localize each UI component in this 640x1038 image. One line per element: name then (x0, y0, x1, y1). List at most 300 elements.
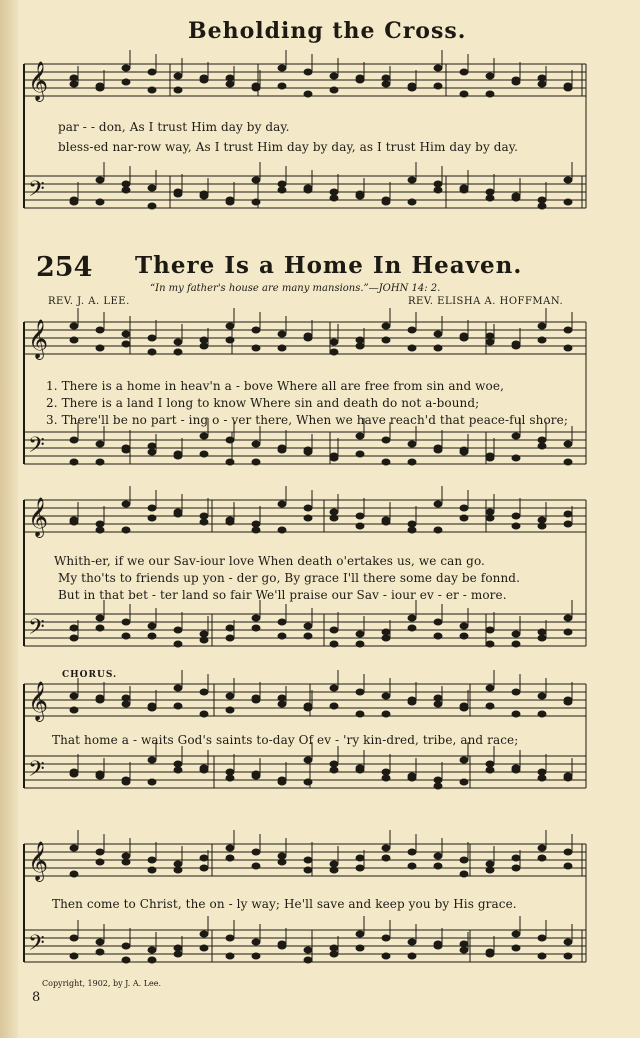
note-head (174, 867, 182, 873)
bass-clef-icon: 𝄢 (28, 757, 45, 787)
note-head (70, 437, 78, 443)
note-head (330, 703, 338, 709)
note-head (148, 449, 156, 455)
note-head (226, 75, 234, 81)
note-head (330, 951, 338, 957)
note-head (304, 947, 312, 953)
note-head (174, 451, 182, 457)
previous-hymn-title: Beholding the Cross. (188, 18, 467, 44)
treble-clef-icon: 𝄞 (28, 319, 49, 359)
note-head (564, 345, 572, 351)
note-head (512, 195, 520, 201)
note-head (486, 333, 494, 339)
note-head (226, 199, 234, 205)
note-head (174, 73, 182, 79)
note-head (512, 931, 520, 937)
note-head (408, 775, 416, 781)
note-head (278, 83, 286, 89)
note-head (148, 623, 156, 629)
note-head (538, 75, 546, 81)
verse-1-line-a: 1. There is a home in heav'n a - bove Where all are free from sin and woe, (46, 379, 504, 393)
note-head (408, 625, 416, 631)
note-head (408, 939, 416, 945)
note-head (304, 779, 312, 785)
note-head (252, 527, 260, 533)
note-head (174, 951, 182, 957)
note-head (408, 83, 416, 89)
note-head (226, 855, 234, 861)
note-head (174, 945, 182, 951)
note-head (226, 775, 234, 781)
note-head (304, 69, 312, 75)
note-head (356, 865, 364, 871)
chorus-label: CHORUS. (62, 670, 118, 680)
note-head (96, 177, 104, 183)
note-head (278, 941, 286, 947)
note-head (122, 859, 130, 865)
note-head (538, 635, 546, 641)
note-head (356, 433, 364, 439)
note-head (252, 345, 260, 351)
note-head (356, 343, 364, 349)
note-head (330, 641, 338, 647)
note-head (70, 199, 78, 205)
verse-3-line-a: 3. There'll be no part - ing o - ver there, When we have reach'd that peace-ful shore; (46, 413, 568, 427)
note-head (538, 197, 546, 203)
note-head (512, 865, 520, 871)
previous-hymn-lyric-line-1: par - - don, As I trust Him day by day. (58, 120, 290, 134)
chorus-line-1: That home a - waits God's saints to-day Of ev - 'ry kin-dred, tribe, and race; (52, 733, 519, 747)
note-head (538, 769, 546, 775)
note-head (330, 761, 338, 767)
note-head (148, 443, 156, 449)
note-head (122, 79, 130, 85)
note-head (96, 441, 104, 447)
note-head (252, 615, 260, 621)
note-head (330, 867, 338, 873)
note-head (486, 73, 494, 79)
note-head (226, 935, 234, 941)
note-head (252, 327, 260, 333)
note-head (382, 635, 390, 641)
note-head (252, 441, 260, 447)
note-head (174, 641, 182, 647)
note-head (512, 79, 520, 85)
note-head (148, 957, 156, 963)
note-head (252, 459, 260, 465)
treble-clef-icon: 𝄞 (28, 681, 49, 721)
note-head (512, 945, 520, 951)
note-head (434, 187, 442, 193)
note-head (70, 75, 78, 81)
note-head (200, 855, 208, 861)
note-head (70, 625, 78, 631)
note-head (460, 623, 468, 629)
note-head (70, 519, 78, 525)
note-head (564, 199, 572, 205)
note-head (486, 515, 494, 521)
note-head (382, 437, 390, 443)
note-head (252, 939, 260, 945)
note-head (200, 637, 208, 643)
note-head (174, 703, 182, 709)
note-head (382, 935, 390, 941)
note-head (408, 459, 416, 465)
note-head (330, 685, 338, 691)
note-head (382, 459, 390, 465)
note-head (122, 695, 130, 701)
note-head (200, 931, 208, 937)
note-head (278, 853, 286, 859)
note-head (356, 689, 364, 695)
note-head (460, 703, 468, 709)
note-head (330, 87, 338, 93)
note-head (278, 701, 286, 707)
note-head (252, 849, 260, 855)
note-head (278, 331, 286, 337)
note-head (70, 81, 78, 87)
note-head (70, 871, 78, 877)
note-head (408, 953, 416, 959)
note-head (460, 69, 468, 75)
note-head (330, 945, 338, 951)
note-head (330, 515, 338, 521)
note-head (382, 81, 390, 87)
note-head (304, 867, 312, 873)
note-head (304, 957, 312, 963)
note-head (564, 441, 572, 447)
note-head (408, 345, 416, 351)
note-head (70, 459, 78, 465)
note-head (304, 623, 312, 629)
treble-clef-icon: 𝄞 (28, 497, 49, 537)
note-head (148, 335, 156, 341)
note-head (200, 767, 208, 773)
note-head (148, 857, 156, 863)
note-head (122, 501, 130, 507)
note-head (486, 509, 494, 515)
note-head (486, 767, 494, 773)
note-head (564, 939, 572, 945)
note-head (486, 455, 494, 461)
note-head (382, 769, 390, 775)
note-head (460, 947, 468, 953)
note-head (278, 187, 286, 193)
chorus-line-2: Then come to Christ, the on - ly way; He'll save and keep you by His grace. (52, 897, 517, 911)
note-head (148, 757, 156, 763)
note-head (148, 185, 156, 191)
note-head (148, 69, 156, 75)
note-head (434, 501, 442, 507)
note-head (304, 857, 312, 863)
note-head (226, 437, 234, 443)
note-head (460, 91, 468, 97)
note-head (278, 527, 286, 533)
note-head (330, 349, 338, 355)
note-head (512, 767, 520, 773)
note-head (174, 761, 182, 767)
note-head (564, 863, 572, 869)
note-head (304, 187, 312, 193)
note-head (408, 849, 416, 855)
note-head (564, 459, 572, 465)
note-head (226, 635, 234, 641)
note-head (96, 695, 104, 701)
note-head (512, 689, 520, 695)
note-head (174, 861, 182, 867)
previous-hymn-lyric-line-2: bless-ed nar-row way, As I trust Him day by day, as I trust Him day by day. (58, 140, 518, 154)
note-head (512, 455, 520, 461)
note-head (486, 91, 494, 97)
note-head (564, 615, 572, 621)
note-head (122, 341, 130, 347)
hymn-number: 254 (36, 252, 93, 283)
note-head (122, 779, 130, 785)
note-head (226, 519, 234, 525)
note-head (70, 935, 78, 941)
note-head (486, 685, 494, 691)
verse-1-line-b: Whith-er, if we our Sav-iour love When death o'ertakes us, we can go. (54, 554, 485, 568)
note-head (226, 769, 234, 775)
note-head (200, 631, 208, 637)
note-head (96, 939, 104, 945)
note-head (538, 855, 546, 861)
note-head (460, 333, 468, 339)
note-head (564, 953, 572, 959)
note-head (356, 767, 364, 773)
note-head (122, 181, 130, 187)
note-head (330, 189, 338, 195)
note-head (408, 527, 416, 533)
note-head (382, 693, 390, 699)
note-head (70, 337, 78, 343)
note-head (486, 861, 494, 867)
note-head (564, 775, 572, 781)
note-head (96, 625, 104, 631)
note-head (434, 83, 442, 89)
note-head (200, 451, 208, 457)
verse-2-line-a: 2. There is a land I long to know Where sin and death do not a-bound; (46, 396, 480, 410)
note-head (538, 203, 546, 209)
note-head (70, 323, 78, 329)
bass-clef-icon: 𝄢 (28, 433, 45, 463)
note-head (434, 777, 442, 783)
note-head (538, 523, 546, 529)
note-head (434, 181, 442, 187)
note-head (356, 711, 364, 717)
note-head (122, 65, 130, 71)
note-head (382, 953, 390, 959)
verse-3-line-b: But in that bet - ter land so fair We'll praise our Sav - iour ev - er - more. (58, 588, 507, 602)
note-head (538, 845, 546, 851)
note-head (382, 855, 390, 861)
note-head (460, 871, 468, 877)
note-head (96, 327, 104, 333)
note-head (486, 641, 494, 647)
note-head (486, 339, 494, 345)
note-head (330, 195, 338, 201)
note-head (278, 501, 286, 507)
note-head (382, 775, 390, 781)
note-head (538, 775, 546, 781)
note-head (486, 867, 494, 873)
note-head (434, 863, 442, 869)
note-head (486, 703, 494, 709)
note-head (382, 337, 390, 343)
note-head (356, 631, 364, 637)
note-head (278, 633, 286, 639)
note-head (226, 459, 234, 465)
note-head (304, 447, 312, 453)
note-head (564, 699, 572, 705)
note-head (434, 331, 442, 337)
note-head (252, 771, 260, 777)
note-head (564, 327, 572, 333)
note-head (434, 633, 442, 639)
verse-2-line-b: My tho'ts to friends up yon - der go, By grace I'll there some day be fonnd. (58, 571, 520, 585)
note-head (512, 523, 520, 529)
note-head (122, 853, 130, 859)
note-head (278, 695, 286, 701)
note-head (356, 191, 364, 197)
note-head (434, 619, 442, 625)
note-head (200, 337, 208, 343)
note-head (538, 953, 546, 959)
note-head (486, 627, 494, 633)
music-credit: REV. ELISHA A. HOFFMAN. (408, 296, 564, 307)
note-head (512, 433, 520, 439)
note-head (304, 505, 312, 511)
note-head (330, 455, 338, 461)
treble-clef-icon: 𝄞 (28, 61, 49, 101)
note-head (278, 65, 286, 71)
note-head (382, 199, 390, 205)
note-head (148, 505, 156, 511)
note-head (434, 345, 442, 351)
note-head (538, 629, 546, 635)
copyright-notice: Copyright, 1902, by J. A. Lee. (42, 979, 162, 988)
note-head (278, 859, 286, 865)
note-head (408, 521, 416, 527)
note-head (538, 337, 546, 343)
note-head (252, 199, 260, 205)
note-head (148, 867, 156, 873)
note-head (356, 75, 364, 81)
note-head (96, 199, 104, 205)
note-head (460, 447, 468, 453)
note-head (200, 343, 208, 349)
note-head (226, 845, 234, 851)
note-head (382, 845, 390, 851)
note-head (96, 459, 104, 465)
note-head (174, 685, 182, 691)
note-head (148, 703, 156, 709)
note-head (148, 349, 156, 355)
note-head (252, 177, 260, 183)
note-head (512, 711, 520, 717)
note-head (96, 615, 104, 621)
note-head (70, 953, 78, 959)
note-head (304, 333, 312, 339)
note-head (434, 701, 442, 707)
note-head (278, 345, 286, 351)
note-head (148, 779, 156, 785)
note-head (356, 945, 364, 951)
note-head (174, 349, 182, 355)
note-head (304, 703, 312, 709)
note-head (70, 771, 78, 777)
note-head (122, 619, 130, 625)
note-head (356, 513, 364, 519)
note-head (200, 519, 208, 525)
note-head (122, 331, 130, 337)
note-head (408, 863, 416, 869)
note-head (200, 191, 208, 197)
note-head (356, 523, 364, 529)
treble-clef-icon: 𝄞 (28, 841, 49, 881)
note-head (564, 629, 572, 635)
note-head (252, 521, 260, 527)
note-head (122, 187, 130, 193)
note-head (330, 767, 338, 773)
note-head (252, 695, 260, 701)
note-head (434, 527, 442, 533)
note-head (200, 865, 208, 871)
note-head (408, 177, 416, 183)
note-head (382, 75, 390, 81)
note-head (382, 711, 390, 717)
note-head (512, 641, 520, 647)
note-head (200, 945, 208, 951)
note-head (538, 517, 546, 523)
bass-clef-icon: 𝄢 (28, 615, 45, 645)
note-head (538, 693, 546, 699)
note-head (174, 339, 182, 345)
note-head (434, 783, 442, 789)
note-head (252, 953, 260, 959)
note-head (538, 81, 546, 87)
note-head (200, 75, 208, 81)
note-head (122, 633, 130, 639)
note-head (96, 849, 104, 855)
note-head (434, 695, 442, 701)
note-head (96, 771, 104, 777)
note-head (486, 949, 494, 955)
note-head (304, 91, 312, 97)
note-head (408, 699, 416, 705)
note-head (148, 87, 156, 93)
note-head (512, 855, 520, 861)
words-credit: REV. J. A. LEE. (48, 296, 130, 307)
note-head (122, 447, 130, 453)
note-head (174, 511, 182, 517)
note-head (278, 181, 286, 187)
note-head (304, 633, 312, 639)
note-head (330, 627, 338, 633)
note-head (122, 943, 130, 949)
note-head (460, 515, 468, 521)
note-head (538, 437, 546, 443)
note-head (70, 635, 78, 641)
note-head (564, 849, 572, 855)
note-head (330, 339, 338, 345)
note-head (460, 779, 468, 785)
note-head (122, 957, 130, 963)
note-head (70, 693, 78, 699)
note-head (96, 521, 104, 527)
note-head (356, 855, 364, 861)
note-head (278, 447, 286, 453)
